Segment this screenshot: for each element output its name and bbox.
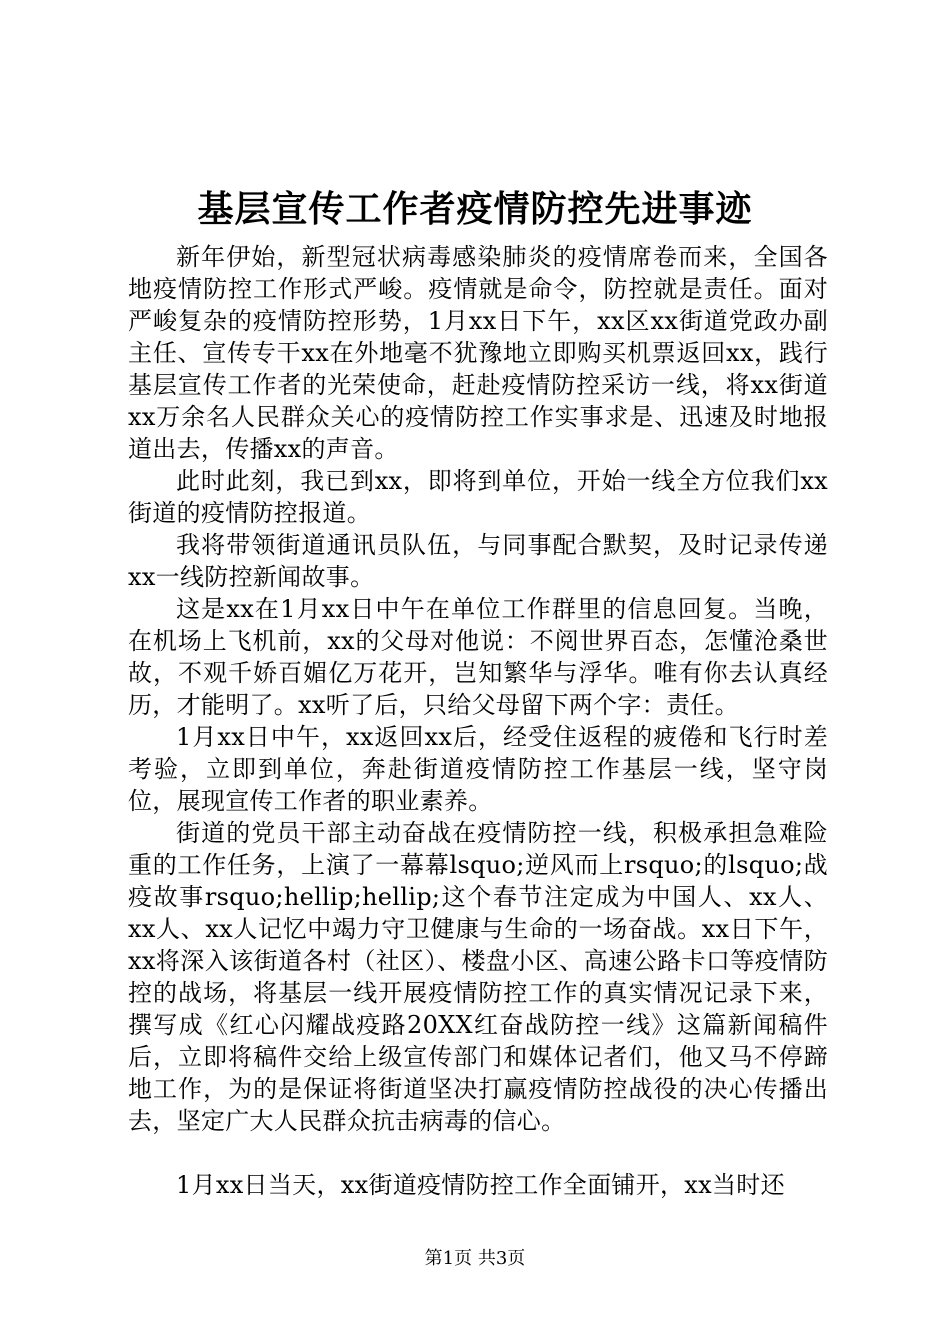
paragraph: 我将带领街道通讯员队伍，与同事配合默契，及时记录传递xx一线防控新闻故事。 <box>128 531 828 591</box>
paragraph: 1月xx日当天，xx街道疫情防控工作全面铺开，xx当时还 <box>176 1171 785 1199</box>
document-body <box>128 241 828 1201</box>
paragraph: 新年伊始，新型冠状病毒感染肺炎的疫情席卷而来，全国各地疫情防控工作形式严峻。疫情就是命令，防控就是责任。面对严峻复杂的疫情防控形势，1月xx日下午，xx区xx街道党政办副主任、宣传专干xx在外地毫不犹豫地立即购买机票返回xx，践行基层宣传工作者的光荣使命，赶赴疫情防控采访一线，将xx街道xx万余名人民群众关心的疫情防控工作实事求是、迅速及时地报道出去，传播xx的声音。 <box>128 243 828 463</box>
page-footer: 第1页 共3页 <box>424 1248 526 1269</box>
paragraph: 1月xx日中午，xx返回xx后，经受住返程的疲倦和飞行时差考验，立即到单位，奔赴街道疫情防控工作基层一线，坚守岗位，展现宣传工作者的职业素养。 <box>128 723 828 815</box>
paragraph: 这是xx在1月xx日中午在单位工作群里的信息回复。当晚，在机场上飞机前，xx的父母对他说：不阅世界百态，怎懂沧桑世故，不观千娇百媚亿万花开，岂知繁华与浮华。唯有你去认真经历，才能明了。xx听了后，只给父母留下两个字：责任。 <box>128 595 828 719</box>
document-title: 基层宣传工作者疫情防控先进事迹 <box>197 189 753 230</box>
paragraph: 此时此刻，我已到xx，即将到单位，开始一线全方位我们xx街道的疫情防控报道。 <box>128 467 828 527</box>
paragraph: 街道的党员干部主动奋战在疫情防控一线，积极承担急难险重的工作任务，上演了一幕幕lsquo;逆风而上rsquo;的lsquo;战疫故事rsquo;hellip;hellip;这个春节注定成为中国人、xx人、xx人、xx人记忆中竭力守卫健康与生命的一场奋战。xx日下午，xx将深入该街道各村（社区）、楼盘小区、高速公路卡口等疫情防控的战场，将基层一线开展疫情防控工作的真实情况记录下来，撰写成《红心闪耀战疫路20XX红奋战防控一线》这篇新闻稿件后，立即将稿件交给上级宣传部门和媒体记者们，他又马不停蹄地工作，为的是保证将街道坚决打赢疫情防控战役的决心传播出去，坚定广大人民群众抗击病毒的信心。 <box>128 819 828 1135</box>
